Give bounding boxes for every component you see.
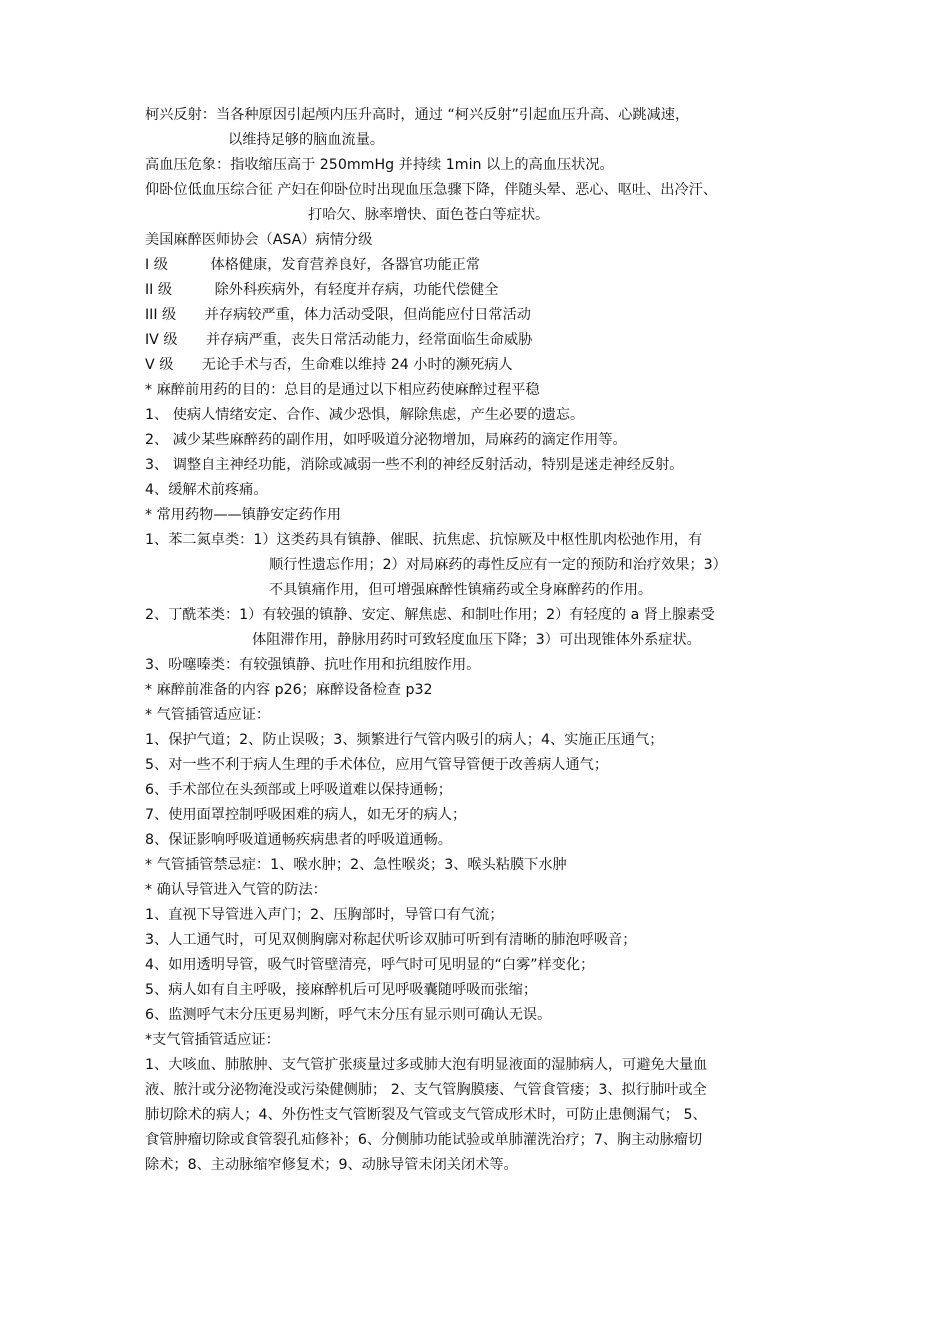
text-line: III 级 并存病较严重，体力活动受限，但尚能应付日常活动 (145, 307, 531, 323)
text-line: 3、吩噻嗪类：有较强镇静、抗吐作用和抗组胺作用。 (145, 657, 481, 673)
text-line: 1、保护气道；2、防止误吸；3、频繁进行气管内吸引的病人；4、实施正压通气； (145, 732, 664, 748)
text-line: 以维持足够的脑血流量。 (228, 132, 385, 148)
text-line: 肺切除术的病人；4、外伤性支气管断裂及气管或支气管成形术时，可防止患侧漏气； 5、 (145, 1107, 707, 1123)
text-line: I 级 体格健康，发育营养良好，各器官功能正常 (145, 257, 481, 273)
text-line: 柯兴反射：当各种原因引起颅内压升高时，通过 “柯兴反射”引起血压升高、心跳减速， (145, 107, 690, 123)
text-line: * 气管插管禁忌症：1、喉水肿；2、急性喉炎；3、喉头粘膜下水肿 (145, 857, 567, 873)
text-line: 美国麻醉医师协会（ASA）病情分级 (145, 232, 373, 248)
text-line: 3、 调整自主神经功能，消除或减弱一些不利的神经反射活动，特别是迷走神经反射。 (145, 457, 684, 473)
text-line: * 气管插管适应证： (145, 707, 271, 723)
text-line: * 常用药物——镇静安定药作用 (145, 507, 342, 523)
text-line: 除术；8、主动脉缩窄修复术；9、动脉导管未闭关闭术等。 (145, 1157, 518, 1173)
text-line: * 麻醉前用药的目的：总目的是通过以下相应药使麻醉过程平稳 (145, 382, 540, 398)
text-line: 1、 使病人情绪安定、合作、减少恐惧，解除焦虑，产生必要的遗忘。 (145, 407, 585, 423)
text-line: 食管肿瘤切除或食管裂孔疝修补；6、分侧肺功能试验或单肺灌洗治疗；7、胸主动脉瘤切 (145, 1132, 703, 1148)
text-line: 1、大咳血、肺脓肿、支气管扩张痰量过多或肺大泡有明显液面的湿肺病人，可避免大量血 (145, 1057, 708, 1073)
text-line: 4、如用透明导管，吸气时管壁清亮，呼气时可见明显的“白雾”样变化； (145, 957, 595, 973)
text-line: * 确认导管进入气管的防法： (145, 882, 327, 898)
text-line: 8、保证影响呼吸道通畅疾病患者的呼吸道通畅。 (145, 832, 452, 848)
text-line: 1、直视下导管进入声门；2、压胸部时，导管口有气流； (145, 907, 504, 923)
text-line: II 级 除外科疾病外，有轻度并存病，功能代偿健全 (145, 282, 499, 298)
text-line: 不具镇痛作用，但可增强麻醉性镇痛药或全身麻醉药的作用。 (269, 582, 653, 598)
text-line: 7、使用面罩控制呼吸困难的病人，如无牙的病人； (145, 807, 467, 823)
text-line: 打哈欠、脉率增快、面色苍白等症状。 (308, 207, 550, 223)
text-line: 5、病人如有自主呼吸，接麻醉机后可见呼吸囊随呼吸而张缩； (145, 982, 538, 998)
text-line: 体阻滞作用，静脉用药时可致轻度血压下降；3）可出现锥体外系症状。 (252, 632, 701, 648)
text-line: 顺行性遗忘作用；2）对局麻药的毒性反应有一定的预防和治疗效果；3） (269, 557, 727, 573)
text-line: 5、对一些不利于病人生理的手术体位，应用气管导管便于改善病人通气； (145, 757, 609, 773)
text-line: 2、丁酰苯类：1）有较强的镇静、安定、解焦虑、和制吐作用；2）有轻度的 a 肾上腺素受 (145, 607, 715, 623)
text-line: 1、苯二氮卓类：1）这类药具有镇静、催眠、抗焦虑、抗惊厥及中枢性肌肉松弛作用，有 (145, 532, 703, 548)
text-line: 2、 减少某些麻醉药的副作用，如呼吸道分泌物增加，局麻药的滴定作用等。 (145, 432, 627, 448)
text-line: IV 级 并存病严重，丧失日常活动能力，经常面临生命威胁 (145, 332, 533, 348)
text-line: V 级 无论手术与否，生命难以维持 24 小时的濒死病人 (145, 357, 513, 373)
text-line: 6、监测呼气末分压更易判断，呼气末分压有显示则可确认无误。 (145, 1007, 552, 1023)
text-line: * 麻醉前准备的内容 p26；麻醉设备检查 p32 (145, 682, 433, 698)
text-line: *支气管插管适应证： (145, 1032, 280, 1048)
text-line: 3、人工通气时，可见双侧胸廓对称起伏听诊双肺可听到有清晰的肺泡呼吸音； (145, 932, 637, 948)
text-line: 高血压危象：指收缩压高于 250mmHg 并持续 1min 以上的高血压状况。 (145, 157, 614, 173)
text-line: 6、手术部位在头颈部或上呼吸道难以保持通畅； (145, 782, 452, 798)
text-line: 4、缓解术前疼痛。 (145, 482, 268, 498)
text-line: 液、脓汁或分泌物淹没或污染健侧肺； 2、支气管胸膜瘘、气管食管瘘；3、拟行肺叶或全 (145, 1082, 707, 1098)
text-line: 仰卧位低血压综合征 产妇在仰卧位时出现血压急骤下降，伴随头晕、恶心、呕吐、出冷汗、 (145, 182, 718, 198)
